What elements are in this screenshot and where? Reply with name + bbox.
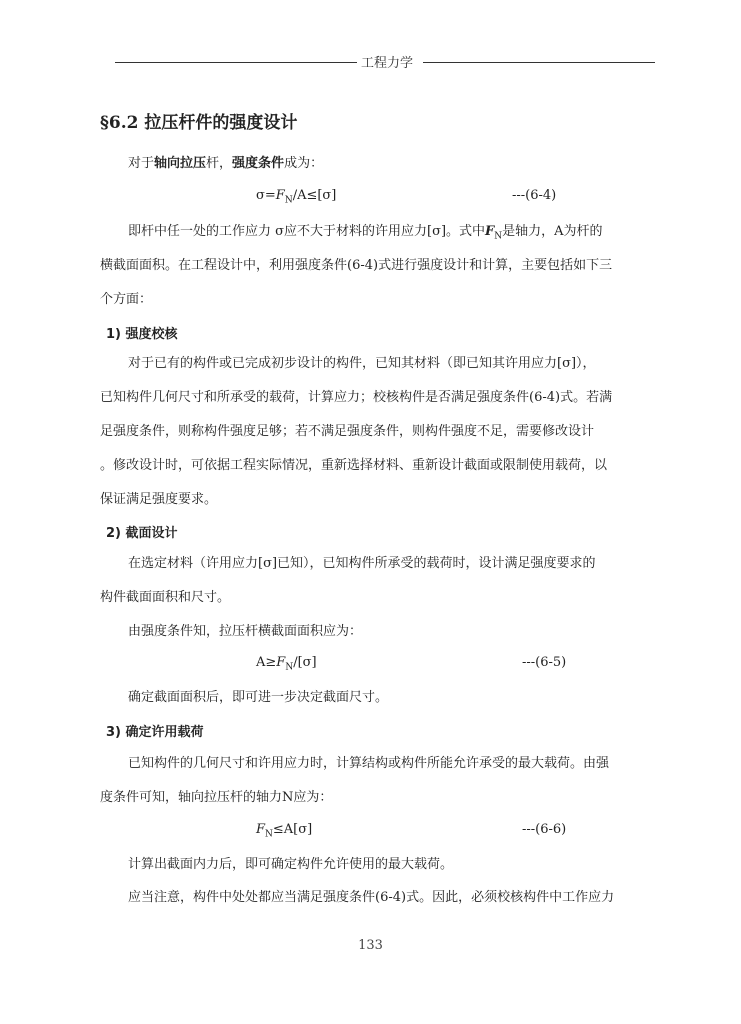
equation-6-6-number: ---(6-6) — [522, 822, 567, 837]
s3-after1: 计算出截面内力后，即可确定构件允许使用的最大载荷。 — [128, 857, 454, 872]
s2-line: 在选定材料（许用应力[σ]已知），已知构件所承受的载荷时，设计满足强度要求的 — [128, 556, 596, 571]
eq66-N: N — [265, 829, 273, 840]
equation-6-6 — [256, 822, 312, 840]
section-title: §6.2 拉压杆件的强度设计 — [100, 113, 298, 133]
s1-line: 足强度条件，则称构件强度足够；若不满足强度条件，则构件强度不足，需要修改设计 — [100, 424, 595, 439]
eq64-sigma: σ= — [256, 188, 276, 203]
equation-6-4 — [256, 188, 336, 206]
intro-prefix: 对于 — [128, 156, 155, 171]
p1-line1-a: 即杆中任一处的工作应力 σ应不大于材料的许用应力[σ]。式中 — [128, 224, 486, 239]
s1-line: 已知构件几何尺寸和所承受的载荷，计算应力；校核构件是否满足强度条件(6-4)式。若满 — [100, 390, 613, 405]
s1-line: 保证满足强度要求。 — [100, 492, 218, 507]
header-rule-right — [423, 62, 655, 63]
eq66-rest: ≤A[σ] — [272, 822, 313, 837]
eq66-F: F — [256, 822, 266, 837]
equation-6-5-number: ---(6-5) — [522, 655, 567, 670]
p1-N: N — [494, 231, 503, 242]
intro-bold-strength: 强度条件 — [232, 156, 285, 171]
s1-line: 。修改设计时，可依据工程实际情况，重新选择材料、重新设计截面或限制使用载荷，以 — [100, 458, 608, 473]
eq65-rest: /[σ] — [293, 655, 317, 670]
intro-suffix: 成为： — [284, 156, 324, 171]
p1-line3: 个方面： — [100, 292, 153, 307]
s3-line: 已知构件的几何尺寸和许用应力时，计算结构或构件所能允许承受的最大载荷。由强 — [128, 756, 610, 771]
intro-paragraph — [128, 154, 323, 174]
p1-F: F — [485, 224, 495, 239]
header-title: 工程力学 — [361, 56, 414, 71]
intro-bold-axial: 轴向拉压 — [154, 156, 207, 171]
page-header — [115, 50, 655, 74]
equation-6-5 — [256, 655, 317, 673]
s2-line: 构件截面面积和尺寸。 — [100, 590, 231, 605]
heading-strength-check: 1) 强度校核 — [106, 327, 178, 342]
equation-6-4-number: ---(6-4) — [512, 188, 557, 203]
heading-allowable-load: 3) 确定许用载荷 — [106, 725, 204, 740]
s2-line: 由强度条件知，拉压杆横截面面积应为： — [128, 624, 363, 639]
page-number: 133 — [358, 938, 383, 953]
eq65-F: F — [276, 655, 286, 670]
eq65-a: A≥ — [256, 655, 277, 670]
s3-after2: 应当注意，构件中处处都应当满足强度条件(6-4)式。因此，必须校核构件中工作应力 — [128, 890, 615, 905]
p1-line1 — [128, 222, 603, 247]
eq64-rest: /A≤[σ] — [292, 188, 337, 203]
intro-mid: 杆， — [206, 156, 233, 171]
p1-line1-b: 是轴力，A为杆的 — [502, 224, 603, 239]
s1-line: 对于已有的构件或已完成初步设计的构件，已知其材料（即已知其许用应力[σ]）， — [128, 356, 596, 371]
header-rule-left — [115, 62, 357, 63]
eq65-N: N — [285, 662, 294, 673]
eq64-N: N — [284, 195, 293, 206]
s3-line: 度条件可知，轴向拉压杆的轴力N应为： — [100, 790, 333, 805]
heading-section-design: 2) 截面设计 — [106, 526, 178, 541]
s2-after: 确定截面面积后，即可进一步决定截面尺寸。 — [128, 690, 389, 705]
eq64-F: F — [275, 188, 285, 203]
p1-line2: 横截面面积。在工程设计中，利用强度条件(6-4)式进行强度设计和计算，主要包括如下三 — [100, 258, 613, 273]
